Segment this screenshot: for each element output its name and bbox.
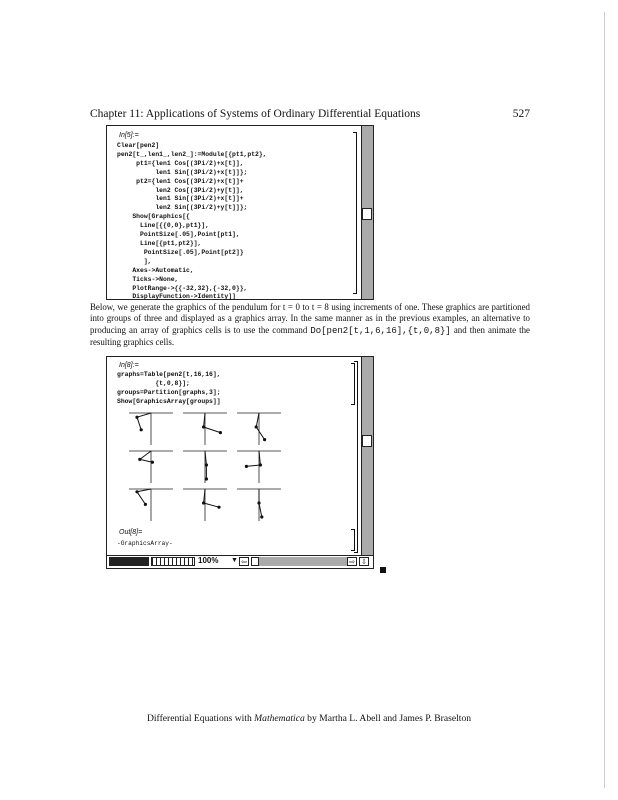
code-line-2: pen2[t_,len1_,len2_]:=Module[{pt1,pt2}, bbox=[117, 150, 267, 158]
code-line-2: {t,0,8}]; bbox=[117, 379, 190, 387]
paragraph-text-end: and then animate the resulting graphics cells. bbox=[90, 324, 530, 347]
running-footer bbox=[0, 713, 618, 724]
status-bar bbox=[107, 555, 373, 568]
scroll-down-arrow-icon[interactable]: ⇩ bbox=[359, 557, 369, 566]
bob-2 bbox=[219, 431, 222, 434]
pendulum-plot-2 bbox=[183, 413, 227, 445]
bob-1 bbox=[257, 501, 260, 504]
pendulum-plot-8 bbox=[183, 489, 227, 521]
running-header bbox=[90, 108, 530, 120]
page-number: 527 bbox=[512, 108, 530, 120]
page-edge-rule bbox=[604, 12, 605, 788]
bob-2 bbox=[140, 428, 143, 431]
bob-1 bbox=[138, 458, 141, 461]
code-line-3: groups=Partition[graphs,3]; bbox=[117, 388, 221, 396]
code-line-4: len1 Sin[(3Pi/2)+x[t]]}; bbox=[117, 168, 248, 176]
code-block[interactable] bbox=[117, 371, 221, 407]
arm-1 bbox=[256, 413, 259, 427]
code-line-16: Ticks->None, bbox=[117, 275, 179, 283]
magnification-ruler bbox=[151, 557, 195, 566]
notebook-window-definition bbox=[106, 125, 374, 300]
cell-bracket[interactable] bbox=[353, 132, 357, 294]
footer-prefix: Differential Equations with bbox=[146, 713, 255, 724]
cell-bracket-group[interactable] bbox=[354, 361, 358, 553]
pendulum-plot-1 bbox=[129, 413, 173, 445]
bob-2 bbox=[245, 465, 248, 468]
code-line-18: DisplayFunction->Identity]] bbox=[117, 293, 236, 301]
code-line-7: len1 Sin[(3Pi/2)+x[t]]+ bbox=[117, 195, 244, 203]
horizontal-scroll-track[interactable] bbox=[259, 557, 347, 566]
code-line-5: pt2={len1 Cos[(3Pi/2)+x[t]]+ bbox=[117, 177, 244, 185]
bob-2 bbox=[144, 503, 147, 506]
page-control[interactable] bbox=[109, 557, 149, 566]
bob-2 bbox=[217, 506, 220, 509]
arm-2 bbox=[137, 492, 145, 505]
arm-2 bbox=[246, 465, 260, 466]
output-label: Out[8]= bbox=[119, 529, 143, 536]
graphics-array[interactable] bbox=[107, 409, 357, 529]
footer-suffix: by Martha L. Abell and James P. Braselton bbox=[304, 713, 472, 724]
code-line-6: len2 Cos[(3Pi/2)+y[t]], bbox=[117, 186, 244, 194]
scroll-thumb[interactable] bbox=[362, 208, 372, 220]
body-paragraph bbox=[90, 302, 530, 348]
pendulum-plot-9 bbox=[237, 489, 281, 521]
pendulum-plot-4 bbox=[129, 451, 173, 483]
bob-1 bbox=[135, 490, 138, 493]
arm-1 bbox=[137, 489, 151, 492]
bob-2 bbox=[205, 477, 208, 480]
output-value: -GraphicsArray- bbox=[117, 540, 173, 547]
pendulum-plot-3 bbox=[237, 413, 281, 445]
input-label: In[5]:= bbox=[119, 132, 139, 139]
bob-1 bbox=[202, 425, 205, 428]
code-line-15: Axes->Automatic, bbox=[117, 266, 194, 274]
code-line-14: ], bbox=[117, 257, 152, 265]
bob-2 bbox=[263, 438, 266, 441]
input-label: In[8]:= bbox=[119, 362, 139, 369]
arm-2 bbox=[204, 503, 219, 507]
cell-bracket-output[interactable] bbox=[351, 529, 355, 551]
code-line-13: PointSize[.05],Point[pt2]} bbox=[117, 248, 244, 256]
code-line-11: PointSize[.05],Point[pt1], bbox=[117, 231, 240, 239]
scroll-thumb[interactable] bbox=[362, 435, 372, 447]
bob-1 bbox=[255, 425, 258, 428]
bob-1 bbox=[259, 463, 262, 466]
pendulum-plot-5 bbox=[183, 451, 227, 483]
code-line-9: Show[Graphics[{ bbox=[117, 213, 190, 221]
arm-2 bbox=[204, 427, 221, 433]
code-line-17: PlotRange->{{-32,32},{-32,0}}, bbox=[117, 284, 248, 292]
bob-1 bbox=[205, 463, 208, 466]
bob-1 bbox=[135, 416, 138, 419]
bob-2 bbox=[260, 515, 263, 518]
code-line-1: graphs=Table[pen2[t,16,16], bbox=[117, 371, 221, 378]
arm-2 bbox=[259, 503, 262, 517]
arm-2 bbox=[140, 459, 153, 462]
code-line-10: Line[{{0,0},pt1}], bbox=[117, 222, 210, 230]
zoom-level[interactable]: 100% bbox=[198, 556, 219, 565]
vertical-scrollbar[interactable] bbox=[361, 357, 373, 555]
inline-code: Do[pen2[t,1,6,16],{t,0,8}] bbox=[310, 325, 451, 336]
chapter-title: Chapter 11: Applications of Systems of Ordinary Differential Equations bbox=[90, 108, 421, 120]
bob-2 bbox=[151, 461, 154, 464]
code-line-1: Clear[pen2] bbox=[117, 142, 160, 149]
arm-2 bbox=[256, 427, 264, 440]
horizontal-scroll-thumb[interactable] bbox=[251, 557, 259, 566]
notebook-window-array bbox=[106, 356, 374, 569]
vertical-scrollbar[interactable] bbox=[361, 126, 373, 299]
arm-2 bbox=[137, 417, 141, 430]
pendulum-plot-6 bbox=[237, 451, 281, 483]
end-of-example-square bbox=[380, 567, 386, 573]
code-line-4: Show[GraphicsArray[groups]] bbox=[117, 397, 221, 405]
scroll-right-arrow-icon[interactable]: ⇨ bbox=[347, 557, 357, 566]
code-line-8: len2 Sin[(3Pi/2)+y[t]]}; bbox=[117, 204, 248, 212]
arm-1 bbox=[137, 413, 151, 417]
code-block[interactable] bbox=[117, 142, 267, 302]
pendulum-plot-7 bbox=[129, 489, 173, 521]
code-line-3: pt1={len1 Cos[(3Pi/2)+x[t]], bbox=[117, 159, 244, 167]
code-line-12: Line[{pt1,pt2}], bbox=[117, 239, 202, 247]
footer-title: Mathematica bbox=[254, 713, 305, 724]
zoom-dropdown-icon[interactable]: ▼ bbox=[231, 556, 238, 564]
paragraph-text: Below, we generate the graphics of the pendulum for t = 0 to t = 8 using increments of one. These graphics are partitioned into groups of three and displayed as a graphics array. In the same manner as in the previous examples, an alternative to producing an array of graphics cells is to use the command bbox=[90, 302, 530, 335]
scroll-left-arrow-icon[interactable]: ⇦ bbox=[239, 557, 249, 566]
arm-1 bbox=[140, 451, 151, 459]
bob-1 bbox=[202, 501, 205, 504]
